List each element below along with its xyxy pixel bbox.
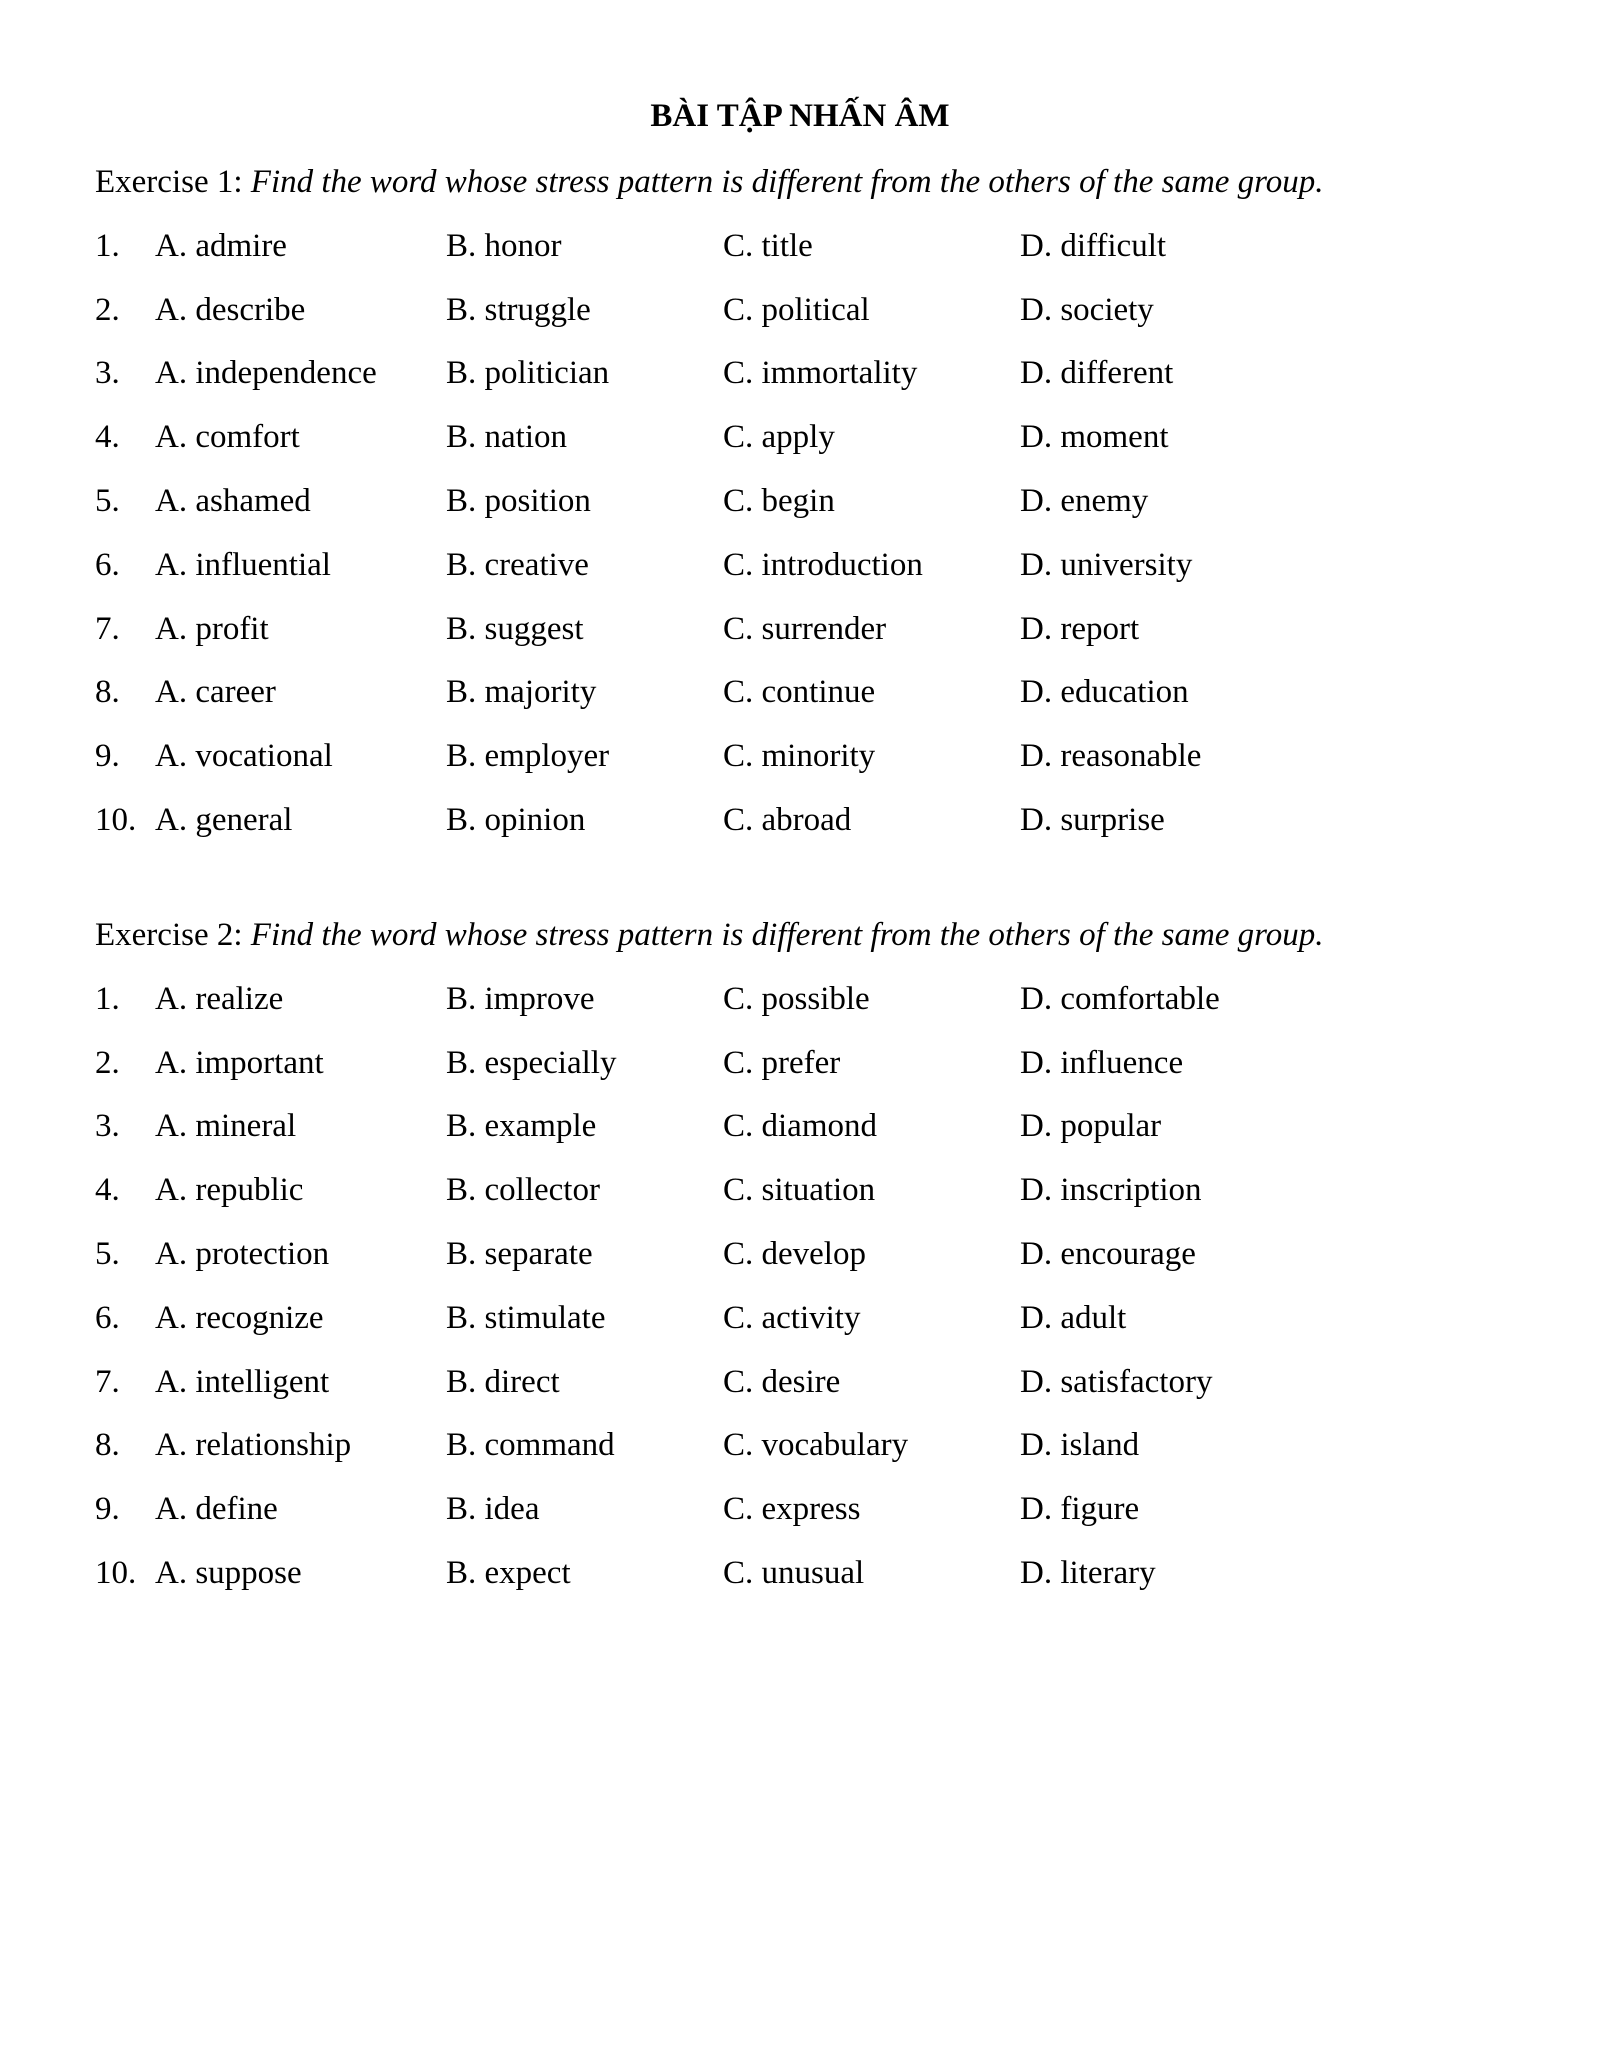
- question-row: [95, 1223, 1535, 1287]
- exercise-2: [95, 904, 1535, 1606]
- question-number: 10.: [95, 1554, 137, 1591]
- question-row: [95, 1542, 1535, 1606]
- question-row: [95, 661, 1535, 725]
- option-c: C. activity: [723, 1299, 861, 1336]
- question-row: [95, 279, 1535, 343]
- option-d: D. report: [1020, 610, 1140, 647]
- option-c: C. immortality: [723, 355, 918, 392]
- question-number: 5.: [95, 482, 120, 519]
- option-d: D. comfortable: [1020, 980, 1220, 1017]
- question-number: 7.: [95, 1363, 120, 1400]
- option-c: C. title: [723, 227, 813, 264]
- option-c: C. express: [723, 1491, 861, 1528]
- option-a: A. general: [155, 801, 293, 838]
- option-c: C. continue: [723, 674, 876, 711]
- option-c: C. introduction: [723, 546, 923, 583]
- option-a: A. important: [155, 1044, 324, 1081]
- option-a: A. suppose: [155, 1554, 302, 1591]
- option-b: B. honor: [446, 227, 562, 264]
- question-number: 1.: [95, 980, 120, 1017]
- exercise-label: Exercise 1:: [95, 164, 251, 200]
- option-b: B. employer: [446, 738, 610, 775]
- question-number: 2.: [95, 291, 120, 328]
- option-c: C. surrender: [723, 610, 887, 647]
- option-b: B. example: [446, 1108, 597, 1145]
- option-d: D. literary: [1020, 1554, 1156, 1591]
- option-a: A. independence: [155, 355, 377, 392]
- option-b: B. improve: [446, 980, 595, 1017]
- question-row: [95, 1095, 1535, 1159]
- option-b: B. politician: [446, 355, 610, 392]
- option-b: B. opinion: [446, 801, 586, 838]
- option-d: D. education: [1020, 674, 1189, 711]
- question-number: 10.: [95, 801, 137, 838]
- question-number: 6.: [95, 1299, 120, 1336]
- option-d: D. popular: [1020, 1108, 1162, 1145]
- option-c: C. vocabulary: [723, 1427, 909, 1464]
- question-number: 6.: [95, 546, 120, 583]
- option-b: B. expect: [446, 1554, 571, 1591]
- option-c: C. desire: [723, 1363, 841, 1400]
- question-row: [95, 1159, 1535, 1223]
- question-number: 8.: [95, 1427, 120, 1464]
- option-a: A. protection: [155, 1235, 330, 1272]
- option-d: D. encourage: [1020, 1235, 1196, 1272]
- option-a: A. mineral: [155, 1108, 297, 1145]
- question-row: [95, 470, 1535, 534]
- question-row: [95, 1032, 1535, 1096]
- exercise-instruction: [95, 151, 1535, 215]
- option-a: A. career: [155, 674, 276, 711]
- question-row: [95, 598, 1535, 662]
- question-row: [95, 968, 1535, 1032]
- question-number: 3.: [95, 355, 120, 392]
- question-row: [95, 1414, 1535, 1478]
- question-number: 2.: [95, 1044, 120, 1081]
- option-d: D. moment: [1020, 419, 1169, 456]
- question-row: [95, 342, 1535, 406]
- option-b: B. idea: [446, 1491, 540, 1528]
- option-d: D. adult: [1020, 1299, 1127, 1336]
- option-d: D. difficult: [1020, 227, 1167, 264]
- option-b: B. collector: [446, 1172, 600, 1209]
- question-row: [95, 534, 1535, 598]
- option-a: A. recognize: [155, 1299, 324, 1336]
- option-a: A. describe: [155, 291, 306, 328]
- option-d: D. enemy: [1020, 482, 1149, 519]
- option-d: D. university: [1020, 546, 1193, 583]
- exercise-label: Exercise 2:: [95, 917, 251, 953]
- option-d: D. different: [1020, 355, 1174, 392]
- question-row: [95, 1351, 1535, 1415]
- exercise-instruction: [95, 904, 1535, 968]
- question-number: 9.: [95, 1491, 120, 1528]
- exercise-1: [95, 151, 1535, 853]
- option-a: A. vocational: [155, 738, 333, 775]
- question-row: [95, 1478, 1535, 1542]
- option-b: B. nation: [446, 419, 567, 456]
- option-b: B. command: [446, 1427, 615, 1464]
- option-d: D. surprise: [1020, 801, 1165, 838]
- option-c: C. develop: [723, 1235, 866, 1272]
- option-d: D. satisfactory: [1020, 1363, 1213, 1400]
- option-b: B. struggle: [446, 291, 591, 328]
- page-title: BÀI TẬP NHẤN ÂM: [650, 98, 950, 134]
- question-row: [95, 406, 1535, 470]
- option-b: B. stimulate: [446, 1299, 606, 1336]
- option-a: A. intelligent: [155, 1363, 330, 1400]
- option-a: A. relationship: [155, 1427, 352, 1464]
- option-c: C. prefer: [723, 1044, 841, 1081]
- option-c: C. abroad: [723, 801, 852, 838]
- option-b: B. position: [446, 482, 591, 519]
- option-a: A. comfort: [155, 419, 300, 456]
- option-c: C. political: [723, 291, 870, 328]
- option-d: D. figure: [1020, 1491, 1140, 1528]
- question-number: 1.: [95, 227, 120, 264]
- option-a: A. define: [155, 1491, 278, 1528]
- option-d: D. society: [1020, 291, 1154, 328]
- option-a: A. influential: [155, 546, 331, 583]
- question-row: [95, 725, 1535, 789]
- exercise-instruction-text: Find the word whose stress pattern is different from the others of the same group.: [250, 917, 1324, 953]
- option-c: C. situation: [723, 1172, 876, 1209]
- question-number: 7.: [95, 610, 120, 647]
- option-d: D. reasonable: [1020, 738, 1202, 775]
- question-number: 8.: [95, 674, 120, 711]
- option-c: C. minority: [723, 738, 876, 775]
- option-d: D. island: [1020, 1427, 1140, 1464]
- question-number: 4.: [95, 1172, 120, 1209]
- option-b: B. direct: [446, 1363, 560, 1400]
- question-number: 9.: [95, 738, 120, 775]
- option-a: A. ashamed: [155, 482, 311, 519]
- option-d: D. inscription: [1020, 1172, 1202, 1209]
- option-b: B. especially: [446, 1044, 617, 1081]
- option-b: B. suggest: [446, 610, 584, 647]
- exercise-instruction-text: Find the word whose stress pattern is different from the others of the same group.: [250, 164, 1324, 200]
- option-b: B. majority: [446, 674, 597, 711]
- option-c: C. begin: [723, 482, 835, 519]
- option-b: B. creative: [446, 546, 589, 583]
- option-c: C. possible: [723, 980, 870, 1017]
- option-a: A. profit: [155, 610, 269, 647]
- question-row: [95, 789, 1535, 853]
- option-b: B. separate: [446, 1235, 593, 1272]
- question-number: 4.: [95, 419, 120, 456]
- option-a: A. republic: [155, 1172, 304, 1209]
- question-number: 5.: [95, 1235, 120, 1272]
- question-row: [95, 1287, 1535, 1351]
- option-c: C. apply: [723, 419, 835, 456]
- option-c: C. unusual: [723, 1554, 865, 1591]
- option-d: D. influence: [1020, 1044, 1184, 1081]
- question-number: 3.: [95, 1108, 120, 1145]
- option-a: A. admire: [155, 227, 287, 264]
- option-a: A. realize: [155, 980, 284, 1017]
- question-row: [95, 215, 1535, 279]
- option-c: C. diamond: [723, 1108, 877, 1145]
